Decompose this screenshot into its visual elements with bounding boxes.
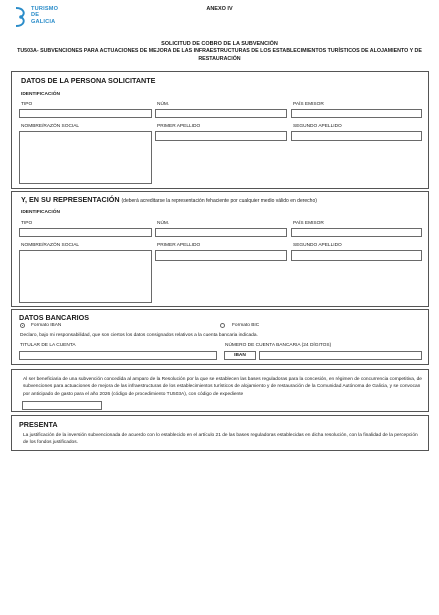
presents-section <box>11 415 429 451</box>
representative-num-label: NÚM. <box>157 221 170 226</box>
applicant-tipo-field[interactable] <box>19 109 152 118</box>
applicant-pais-label: PAÍS EMISOR <box>293 102 324 107</box>
representative-apellido1-field[interactable] <box>155 250 287 261</box>
representative-tipo-label: TIPO <box>21 221 33 226</box>
applicant-nombre-label: NOMBRE/RAZÓN SOCIAL <box>21 124 80 129</box>
representative-apellido2-field[interactable] <box>291 250 422 261</box>
applicant-tipo-label: TIPO <box>21 102 33 107</box>
beneficiary-text: Al ser beneficiaria de una subvención concedida al amparo de la Resolución por la que se establecen las bases reguladoras para la concesión, en régimen de concurrencia competitiva, de subvenciones para actuaciones de mejora de las infraestructuras de los establecimientos turísticos de alojamiento y de restauración de la Comunidad Autónoma de Galicia, y se convocan por anticipado de gasto para el año 2026 (código de procedimiento TU503A), con código de expediente <box>23 377 422 397</box>
bank-heading: DATOS BANCARIOS <box>19 313 90 322</box>
beneficiary-section <box>11 369 429 412</box>
representative-apellido1-label: PRIMER APELLIDO <box>157 243 201 248</box>
applicant-heading: DATOS DE LA PERSONA SOLICITANTE <box>21 76 156 85</box>
representative-apellido2-label: SEGUNDO APELLIDO <box>293 243 342 248</box>
logo-line-2: DE <box>31 12 40 19</box>
file-code-field[interactable] <box>22 401 102 410</box>
applicant-apellido2-label: SEGUNDO APELLIDO <box>293 124 342 129</box>
applicant-nombre-field[interactable] <box>19 131 152 184</box>
representative-section <box>11 191 429 307</box>
applicant-num-label: NÚM. <box>157 102 170 107</box>
applicant-num-field[interactable] <box>155 109 287 118</box>
representative-nombre-field[interactable] <box>19 250 152 303</box>
applicant-pais-field[interactable] <box>291 109 422 118</box>
logo-line-1: TURISMO <box>31 6 59 12</box>
representative-note: (deberá acreditarse la representación fehaciente por cualquier medio válido en derecho) <box>121 198 317 204</box>
logo-line-3: GALICIA <box>31 18 56 25</box>
page-title: SOLICITUD DE COBRO DE LA SUBVENCIÓN <box>161 41 278 47</box>
bic-format-radio[interactable] <box>220 323 225 328</box>
representative-heading-row <box>21 195 317 204</box>
representative-pais-field[interactable] <box>291 228 422 237</box>
presents-heading: PRESENTA <box>19 420 58 429</box>
applicant-apellido2-field[interactable] <box>291 131 422 141</box>
representative-num-field[interactable] <box>155 228 287 237</box>
account-holder-label: TITULAR DE LA CUENTA <box>20 343 76 348</box>
applicant-apellido1-label: PRIMER APELLIDO <box>157 124 201 129</box>
representative-nombre-label: NOMBRE/RAZÓN SOCIAL <box>21 243 80 248</box>
account-number-label: NÚMERO DE CUENTA BANCARIA (24 DÍGITOS) <box>225 343 332 348</box>
iban-prefix: IBAN <box>224 351 256 360</box>
account-number-field[interactable] <box>259 351 422 360</box>
bic-format-label: Formato BIC <box>232 323 260 328</box>
page-subtitle: TU503A- SUBVENCIONES PARA ACTUACIONES DE MEJORA DE LAS INFRAESTRUCTURAS DE LOS ESTABLECIMIENTOS TURÍSTICOS DE ALOJAMIENTO Y DE RESTAURACIÓN <box>17 48 422 62</box>
representative-heading: Y, EN SU REPRESENTACIÓN <box>21 195 120 204</box>
representative-tipo-field[interactable] <box>19 228 152 237</box>
iban-format-label: Formato IBAN <box>31 323 62 328</box>
presents-text: La justificación de la inversión subvencionada de acuerdo con lo establecido en el artículo 21 de las bases reguladoras establecidas en dicha resolución, con la finalidad de la percepción de los fondos justificados. <box>23 433 418 446</box>
applicant-section <box>11 71 429 189</box>
representative-identification-label: IDENTIFICACIÓN <box>21 210 60 215</box>
representative-pais-label: PAÍS EMISOR <box>293 221 324 226</box>
applicant-identification-label: IDENTIFICACIÓN <box>21 92 60 97</box>
bank-declaration: Declaro, bajo mi responsabilidad, que son ciertos los datos consignados relativos a la cuenta bancaria indicada. <box>20 333 258 338</box>
applicant-apellido1-field[interactable] <box>155 131 287 141</box>
bank-section <box>11 309 429 365</box>
account-holder-field[interactable] <box>19 351 217 360</box>
iban-format-radio[interactable] <box>20 323 25 328</box>
annex-label: ANEXO IV <box>206 6 233 12</box>
